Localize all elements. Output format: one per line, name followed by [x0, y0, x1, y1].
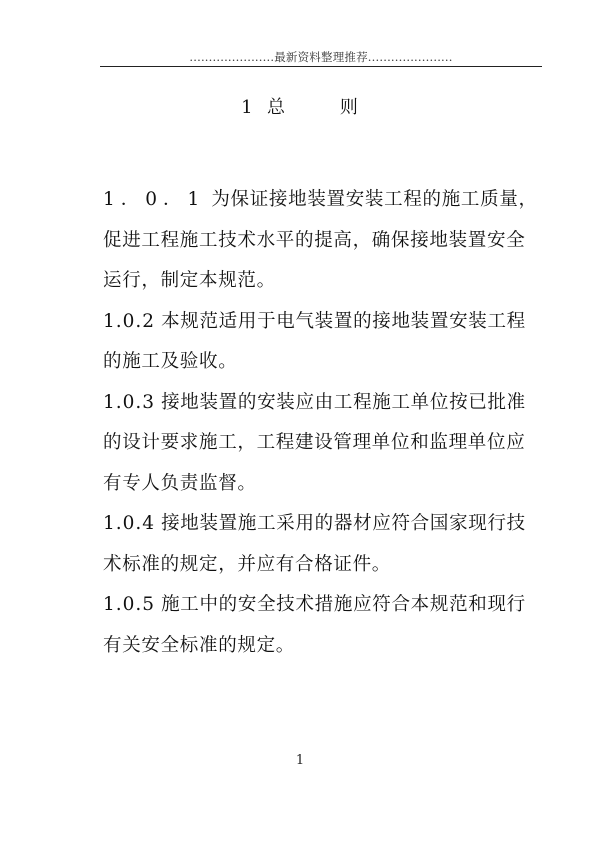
- clause-number: 1.0.2: [103, 310, 156, 332]
- clause-list: [103, 180, 543, 666]
- clause-1-0-5: [103, 585, 543, 666]
- clause-1-0-1: [103, 180, 543, 302]
- clause-text: 施工中的安全技术措施应符合本规范和现行有关安全标准的规定。: [103, 594, 526, 656]
- header-rule: [100, 66, 542, 67]
- clause-text: 为保证接地装置安装工程的施工质量，促进工程施工技术水平的提高，确保接地装置安全运行，制定本规范。: [103, 189, 538, 291]
- clause-text: 接地装置的安装应由工程施工单位按已批准的设计要求施工，工程建设管理单位和监理单位应有专人负责监督。: [103, 391, 526, 494]
- clause-number: 1.0.4: [103, 513, 156, 534]
- clause-1-0-3: [103, 383, 543, 505]
- page-number: 1: [295, 753, 305, 768]
- clause-number: 1.0.5: [103, 594, 156, 615]
- clause-1-0-4: [103, 504, 543, 585]
- clause-number: 1．0．1: [103, 189, 206, 210]
- clause-text: 本规范适用于电气装置的接地装置安装工程的施工及验收。: [103, 310, 526, 372]
- chapter-title: 1 总 则: [241, 97, 359, 118]
- clause-text: 接地装置施工采用的器材应符合国家现行技术标准的规定，并应有合格证件。: [103, 513, 526, 575]
- page-header: ......................最新资料整理推荐......................: [189, 50, 453, 64]
- clause-1-0-2: [103, 302, 543, 383]
- clause-number: 1.0.3: [103, 391, 156, 413]
